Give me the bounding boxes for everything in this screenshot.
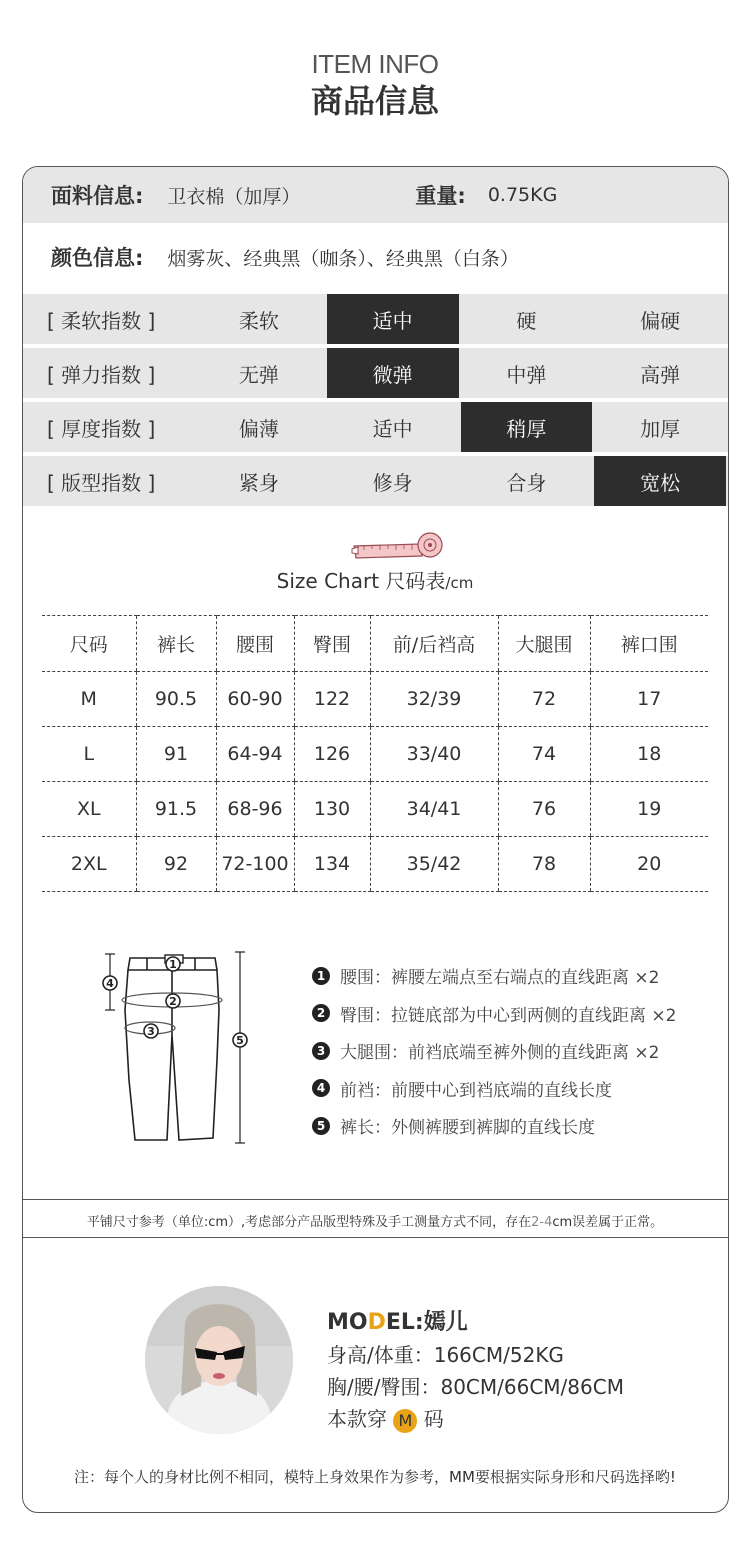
index-option: 修身 — [372, 470, 413, 495]
legend-item — [312, 957, 676, 995]
model-name: 嫣儿 — [423, 1310, 468, 1335]
index-row — [23, 402, 728, 452]
size-header-cell: 臀围 — [294, 616, 370, 672]
model-title-c: EL: — [385, 1310, 424, 1335]
measuring-tape-icon — [350, 532, 446, 566]
model-height-weight: 身高/体重：166CM/52KG — [327, 1343, 564, 1367]
model-info — [327, 1305, 624, 1435]
table-row — [42, 837, 708, 892]
size-cell: 76 — [498, 782, 590, 837]
index-option: 合身 — [506, 470, 547, 495]
weight-value: 0.75KG — [487, 184, 558, 206]
size-cell: L — [42, 727, 136, 782]
wear-size-suffix: 码 — [423, 1407, 444, 1431]
legend-item — [312, 1070, 676, 1108]
index-option-selected: 稍厚 — [461, 402, 593, 452]
index-option-selected: 宽松 — [594, 456, 726, 506]
color-value: 烟雾灰、经典黑（咖条）、经典黑（白条） — [167, 247, 519, 270]
index-label: [ 柔软指数 ] — [47, 308, 156, 333]
index-option: 紧身 — [238, 470, 279, 495]
size-chart-title-en: Size Chart — [276, 569, 380, 593]
color-row — [23, 229, 728, 285]
size-cell: 78 — [498, 837, 590, 892]
model-title — [327, 1305, 624, 1339]
size-table — [42, 615, 708, 892]
diagram-label-4: 4 — [106, 977, 114, 990]
size-cell: 134 — [294, 837, 370, 892]
size-cell: 60-90 — [216, 672, 294, 727]
size-header-cell: 尺码 — [42, 616, 136, 672]
index-row — [23, 348, 728, 398]
fabric-label: 面料信息: — [51, 184, 144, 208]
size-cell: 91.5 — [136, 782, 216, 837]
diagram-label-3: 3 — [147, 1025, 155, 1038]
size-chart-title-zh: 尺码表 — [385, 569, 446, 593]
index-option: 高弹 — [640, 362, 681, 387]
index-option-selected: 适中 — [327, 294, 459, 344]
divider — [22, 1199, 728, 1200]
table-row — [42, 672, 708, 727]
size-cell: 18 — [590, 727, 708, 782]
note-text-end: cm误差属于正常。 — [552, 1215, 664, 1230]
fabric-weight-row — [23, 167, 728, 223]
wear-size-prefix: 本款穿 — [327, 1407, 387, 1431]
note-highlight: 2-4 — [531, 1215, 553, 1230]
size-cell: 91 — [136, 727, 216, 782]
size-chart-unit: /cm — [445, 574, 474, 592]
size-header-cell: 大腿围 — [498, 616, 590, 672]
measurement-legend — [312, 957, 676, 1145]
footer-note: 注：每个人的身材比例不相同，模特上身效果作为参考，MM要根据实际身形和尺码选择哟! — [74, 1468, 676, 1486]
size-cell: M — [42, 672, 136, 727]
size-cell: 92 — [136, 837, 216, 892]
index-option-selected: 微弹 — [327, 348, 459, 398]
index-label: [ 厚度指数 ] — [47, 416, 156, 441]
size-chart-title — [0, 565, 750, 594]
size-cell: 17 — [590, 672, 708, 727]
size-cell: 90.5 — [136, 672, 216, 727]
wear-size-badge: M — [393, 1409, 417, 1433]
size-cell: 64-94 — [216, 727, 294, 782]
size-cell: 32/39 — [370, 672, 498, 727]
legend-number-icon: 4 — [312, 1079, 330, 1097]
index-option: 中弹 — [506, 362, 547, 387]
legend-text: 臀围：拉链底部为中心到两侧的直线距离 ×2 — [340, 1005, 677, 1026]
legend-text: 腰围：裤腰左端点至右端点的直线距离 ×2 — [340, 968, 660, 989]
index-option: 加厚 — [640, 416, 681, 441]
legend-text: 裤长：外侧裤腰到裤脚的直线长度 — [340, 1118, 595, 1139]
index-option: 柔软 — [238, 308, 279, 333]
note-text: 平铺尺寸参考（单位:cm）,考虑部分产品版型特殊及手工测量方式不同，存在 — [86, 1215, 532, 1230]
diagram-label-2: 2 — [169, 995, 177, 1008]
legend-text: 大腿围：前裆底端至裤外侧的直线距离 ×2 — [340, 1043, 660, 1064]
index-option: 偏硬 — [640, 308, 681, 333]
legend-item — [312, 1032, 676, 1070]
divider — [22, 1237, 728, 1238]
size-cell: 72-100 — [216, 837, 294, 892]
index-option: 无弹 — [238, 362, 279, 387]
model-title-b: D — [367, 1310, 386, 1335]
size-header-cell: 前/后裆高 — [370, 616, 498, 672]
index-option: 适中 — [372, 416, 413, 441]
header-title-zh: 商品信息 — [310, 82, 439, 120]
legend-item — [312, 995, 676, 1033]
model-title-a: MO — [327, 1310, 368, 1335]
index-option: 偏薄 — [238, 416, 279, 441]
model-measurements: 胸/腰/臀围：80CM/66CM/86CM — [327, 1375, 624, 1399]
model-avatar — [145, 1286, 293, 1434]
color-label: 颜色信息: — [51, 246, 144, 270]
size-cell: 74 — [498, 727, 590, 782]
size-header-cell: 裤长 — [136, 616, 216, 672]
size-cell: 2XL — [42, 837, 136, 892]
size-cell: 19 — [590, 782, 708, 837]
size-header-cell: 腰围 — [216, 616, 294, 672]
legend-item — [312, 1107, 676, 1145]
legend-number-icon: 3 — [312, 1042, 330, 1060]
measurement-note — [22, 1211, 728, 1230]
index-row — [23, 456, 728, 506]
legend-text: 前裆：前腰中心到裆底端的直线长度 — [340, 1080, 612, 1101]
pants-diagram — [95, 940, 265, 1150]
diagram-label-1: 1 — [169, 958, 177, 971]
table-row — [42, 727, 708, 782]
fabric-value: 卫衣棉（加厚） — [167, 185, 301, 208]
page-header — [0, 48, 750, 122]
model-wear-size — [327, 1403, 624, 1435]
size-cell: 34/41 — [370, 782, 498, 837]
legend-number-icon: 1 — [312, 967, 330, 985]
size-cell: 35/42 — [370, 837, 498, 892]
weight-label: 重量: — [415, 184, 466, 208]
size-cell: 20 — [590, 837, 708, 892]
size-cell: 126 — [294, 727, 370, 782]
index-row — [23, 294, 728, 344]
size-header-cell: 裤口围 — [590, 616, 708, 672]
size-cell: XL — [42, 782, 136, 837]
legend-number-icon: 5 — [312, 1117, 330, 1135]
table-row — [42, 782, 708, 837]
size-table-header — [42, 616, 708, 672]
header-title-en: ITEM INFO — [311, 49, 439, 79]
size-cell: 130 — [294, 782, 370, 837]
diagram-label-5: 5 — [236, 1034, 244, 1047]
size-cell: 72 — [498, 672, 590, 727]
size-cell: 122 — [294, 672, 370, 727]
size-cell: 68-96 — [216, 782, 294, 837]
index-label: [ 版型指数 ] — [47, 470, 156, 495]
legend-number-icon: 2 — [312, 1004, 330, 1022]
size-cell: 33/40 — [370, 727, 498, 782]
index-label: [ 弹力指数 ] — [47, 362, 156, 387]
index-option: 硬 — [516, 308, 537, 333]
